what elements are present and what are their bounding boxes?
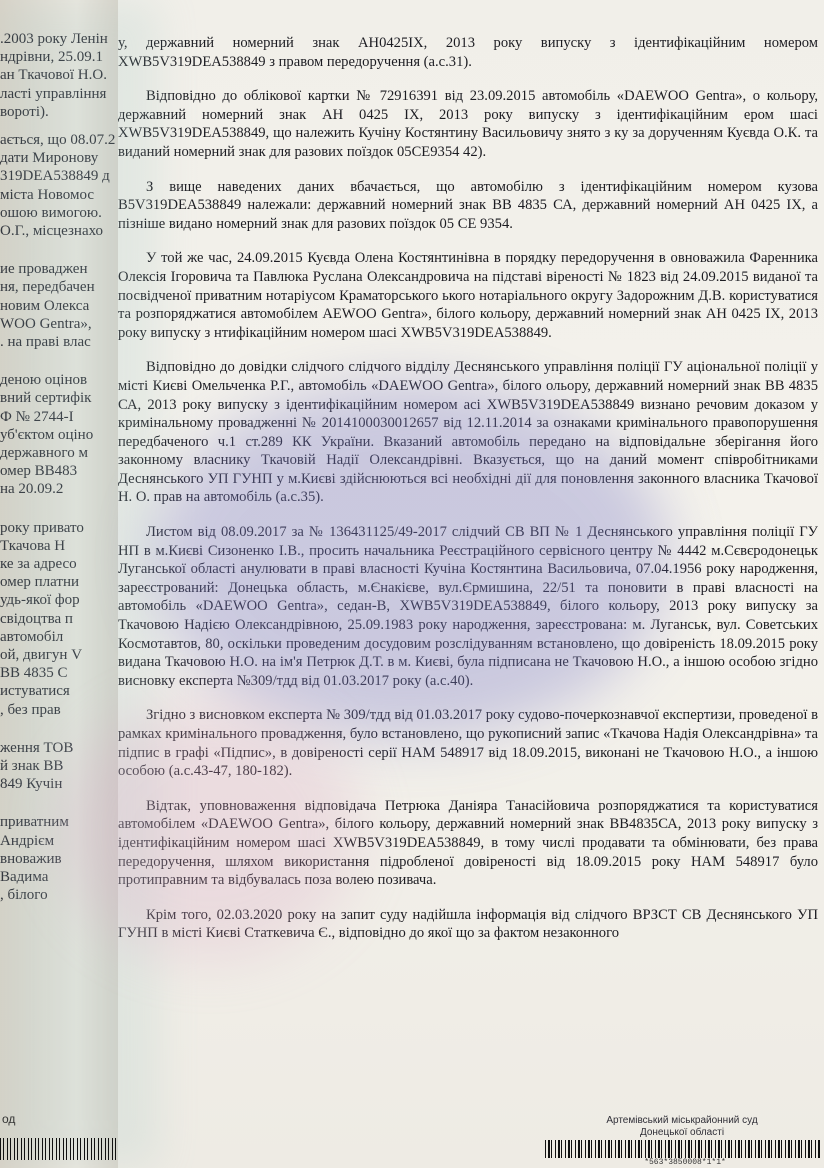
left-page-fragment: ається, що 08.07.2 <box>0 132 116 148</box>
left-page-fragment: року привато <box>0 519 84 536</box>
left-page-fragment: дати Миронову <box>0 150 99 167</box>
left-page-fragment: Вадима <box>0 869 49 885</box>
left-page-fragment: удь-якої фор <box>0 592 80 609</box>
paragraph-0 <box>118 34 818 71</box>
left-page-fragment: вний сертифік <box>0 390 92 407</box>
left-page-fragment: ження ТОВ <box>0 739 74 756</box>
document-barcode <box>545 1140 820 1158</box>
left-page-fragment: ой, двигун V <box>0 647 83 663</box>
left-footer-code: од <box>2 1112 16 1126</box>
paragraph-4: Відповідно до довідки слідчого слідчого відділу Деснянського управління поліції ГУ аціональної поліції у місті Києві Омельченка Р.Г., автомобіль «DAEWOO Gentra», білого ольору, державний номерний знак ВВ 4835 СА, 2013 року випуску з ідентифікаційним номером асі ХWВ5V319DEA538849 визнано речовим доказом у кримінальному провадженні № 2014100030012657 від 12.11.2014 за ознаками кримінального правопорушення передбаченого ч.1 ст.289 КК України. Вказаний автомобіль передано на відповідальне зберігання його законному власнику Ткачовій Надії Олександрівні. Вказується, що на даний момент співробітниками Деснянського УП ГУНП у м.Києві здійснюються всі необхідні дії для поновлення законного власника Ткачової Н. О. прав на автомобіль (а.с.35). <box>118 359 818 506</box>
court-stamp <box>592 1115 772 1139</box>
left-page-fragment: міста Новомос <box>0 186 95 203</box>
left-page-fragment: ан Ткачової Н.О. <box>0 67 107 84</box>
left-page-fragment: вноважив <box>0 850 62 867</box>
left-page-fragment: омер платни <box>0 574 80 591</box>
left-page-fragment: Ф № 2744-І <box>0 408 74 425</box>
left-page-fragment: 849 Кучін <box>0 776 63 793</box>
paragraph-1: Відповідно до облікової картки № 72916391 від 23.09.2015 автомобіль «DAEWOO Gentra», о кольору, державний номерний знак АН 0425 ІХ, 2013 року випуску з ідентифікаційним ером шасі ХWВ5V319DEA538849, що належить Кучіну Костянтину Васильовичу знято з ку за дорученням Куєвда О.К. та виданий номерний знак для разових поїздок 05СЕ9354 42). <box>118 88 818 160</box>
left-page-fragment: державного м <box>0 445 88 461</box>
left-page-fragment: й знак ВВ <box>0 758 64 774</box>
left-page-fragment: , без прав <box>0 701 61 718</box>
left-page-fragment: ВВ 4835 С <box>0 665 68 682</box>
left-page-fragment: новим Олекса <box>0 297 90 314</box>
left-page-fragment: на 20.09.2 <box>0 481 64 498</box>
document-body <box>118 34 818 959</box>
paragraph-3: У той же час, 24.09.2015 Куєвда Олена Костянтинівна в порядку передоручення в овноважила Фаренника Олексія Ігоровича та Павлюка Руслана Олександровича на підставі віреності № 1823 від 24.09.2015 виданої та посвідченої приватним нотаріусом Краматорського ького нотаріального округу Задорожним Д.В. користуватися та розпоряджатися автомобілем AEWOO Gentra», білого кольору, державний номерний знак АН 0425 ІХ, 2013 року випуску з нтифікаційним номером шасі ХWВ5V319DEA538849. <box>118 250 818 341</box>
stamp-line-1: Артемівський міськрайонний суд <box>606 1115 758 1126</box>
left-page-fragment: .2003 року Ленін <box>0 31 108 47</box>
paragraph-6: Згідно з висновком експерта № 309/тдд від 01.03.2017 року судово-почеркознавчої експертизи, проведеної в рамках кримінального провадження, було встановлено, що рукописний запис «Ткачова Надія Олександрівна» та підпис в графі «Підпис», в довіреності серії НАМ 548917 від 18.09.2015, виконані не Ткачовою Н.О., а іншою особою (а.с.43-47, 180-182). <box>118 707 818 780</box>
left-page-fragment: омер ВВ483 <box>0 463 78 480</box>
left-page-fragment: , білого <box>0 887 48 904</box>
left-page-fragment: Андрієм <box>0 832 55 849</box>
barcode-text: *563*3850008*1*1* <box>644 1158 726 1167</box>
left-page-fragment: деною оцінов <box>0 372 88 389</box>
document-page <box>118 0 824 1168</box>
left-page-fragment: автомобіл <box>0 628 64 645</box>
left-page-fragment: ласті управління <box>0 85 107 102</box>
left-page-fragment: Ткачова Н <box>0 537 66 554</box>
paragraph-7: Відтак, уповноваження відповідача Петрюка Даніяра Танасійовича розпоряджатися та користуватися автомобілем «DAEWOO Gentra», білого кольору, державний номерний знак ВВ4835СА, 2013 року випуску з ідентифікаційним номером шасі ХWВ5V319DEA538849, в тому числі продавати та обмінювати, без права передоручення, шляхом використання підробленої довіреності від 18.09.2015 року НАМ 548917 було протиправним та відбувалась поза волею позивача. <box>118 797 818 889</box>
left-page-fragment: приватним <box>0 814 69 831</box>
paragraph-5: Листом від 08.09.2017 за № 136431125/49-2017 слідчий СВ ВП № 1 Деснянського управління поліції ГУ НП в м.Києві Сизоненко І.В., просить начальника Реєстраційного сервісного центру № 4442 м.Сєвєродонецьк Луганської області анулювати в праві власності Кучіна Костянтина Васильовича, 07.04.1956 року народження, зареєстрований: Донецька область, м.Єнакієве, вул.Єрмишина, 22/51 та поновити в праві власності на автомобіль «DAEWOO Gentra», седан-В, ХWВ5V319DEA538849, білого кольору, 2013 року випуску за Ткачовою Надією Олександрівною, 25.09.1983 року народження, зареєстрована: м. Луганськ, вул. Советських Космотавтов, 80, оскільки проведеним досудовим розслідуванням встановлено, що довіреність 18.09.2015 року видана Ткачовою Н.О. на ім'я Петрюк Д.Т. в м. Києві, була підписана не Ткачовою Н.О., а іншою особою згідно висновку експерта №309/тдд від 01.03.2017 року (а.с.40). <box>118 524 818 689</box>
left-page-fragment: истуватися <box>0 683 70 700</box>
left-page-fragment: О.Г., місцезнахо <box>0 223 104 239</box>
left-page-fragment: WOO Gentra», <box>0 315 92 332</box>
left-page-fragment: ке за адресо <box>0 556 77 572</box>
left-page-fragment: свідоцтва п <box>0 610 73 627</box>
left-page-fragment: уб'єктом оціно <box>0 426 94 443</box>
left-barcode <box>0 1138 118 1160</box>
first-line-prefix: у, державний номерний знак АН0425ІХ, 2013 року випуску з ідентифікаційним номером <box>118 35 818 51</box>
left-page-fragment: ндрівни, 25.09.1 <box>0 49 103 66</box>
left-page-fragment: вороті). <box>0 103 49 120</box>
paragraph-2: З вище наведених даних вбачається, що автомобілю з ідентифікаційним номером кузова В5V319DEA538849 належали: державний номерний знак ВВ 4835 СА, державний номерний АН 0425 ІХ, а пізніше видано номерний знак для разових поїздок 05 СЕ 9354. <box>118 178 818 232</box>
left-page-overlap <box>0 0 130 1168</box>
left-page-fragment: . на праві влас <box>0 334 91 350</box>
left-page-fragment: 319DEA538849 д <box>0 168 110 185</box>
left-page-fragment: ня, передбачен <box>0 279 95 296</box>
left-page-fragment: ие проваджен <box>0 261 88 278</box>
stamp-line-2: Донецької області <box>639 1127 725 1138</box>
paragraph-8: Крім того, 02.03.2020 року на запит суду надійшла інформація від слідчого ВРЗСТ СВ Деснянського УП ГУНП в місті Києві Статкевича Є., відповідно до якої що за фактом незаконного <box>118 906 818 942</box>
paragraph-0-text: ХWВ5V319DEA538849 з правом передоручення (а.с.31). <box>118 53 472 70</box>
left-page-fragment: ошою вимогою. <box>0 204 102 221</box>
